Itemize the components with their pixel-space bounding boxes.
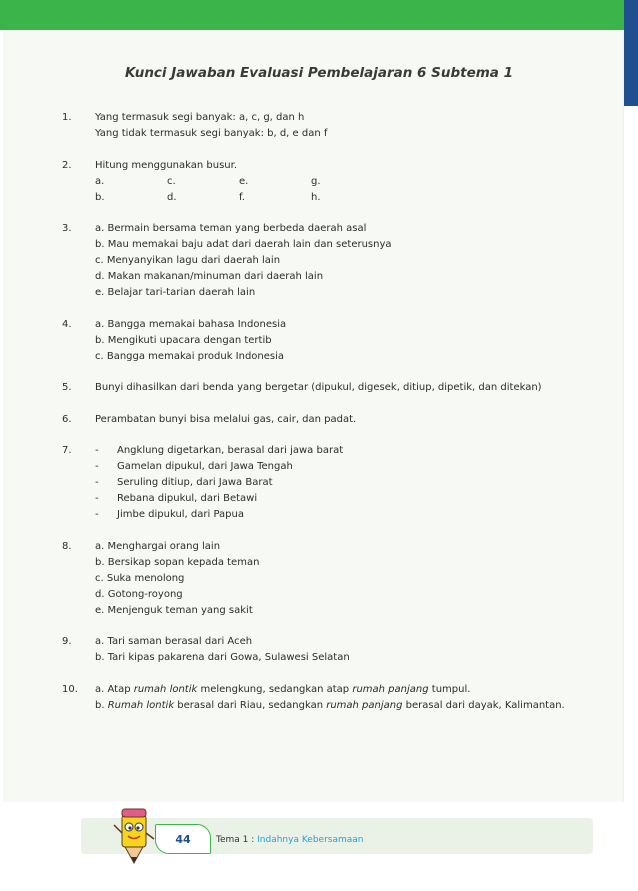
item-number: 1. xyxy=(62,112,72,123)
answer-line: Yang termasuk segi banyak: a, c, g, dan h xyxy=(95,112,305,123)
answer-line: a. Bangga memakai bahasa Indonesia xyxy=(95,318,287,330)
dash-bullet: - xyxy=(95,509,99,520)
text-run: tumpul. xyxy=(428,683,471,695)
answer-text: Gamelan dipukul, dari Jawa Tengah xyxy=(117,461,293,472)
answer-line: c. Menyanyikan lagu dari daerah lain xyxy=(95,255,281,266)
answer-item-4 xyxy=(62,317,602,365)
option-label: b. xyxy=(95,191,105,203)
answer-line: Yang tidak termasuk segi banyak: b, d, e dan f xyxy=(95,128,328,139)
answer-item-10 xyxy=(62,682,602,714)
answer-line: a. Menghargai orang lain xyxy=(95,540,221,552)
answer-text: Angklung digetarkan, berasal dari jawa barat xyxy=(117,445,344,456)
italic-term: Rumah lontik xyxy=(107,699,175,711)
text-run: berasal dari Riau, sedangkan xyxy=(174,699,327,711)
answer-text: Jimbe dipukul, dari Papua xyxy=(117,509,244,520)
dash-bullet: - xyxy=(95,461,99,472)
answer-item-1 xyxy=(62,110,602,142)
answer-item-8 xyxy=(62,539,602,619)
italic-term: rumah lontik xyxy=(133,683,198,695)
answer-line: e. Menjenguk teman yang sakit xyxy=(95,604,253,616)
text-run: melengkung, sedangkan atap xyxy=(197,683,353,695)
answer-line: Perambatan bunyi bisa melalui gas, cair, dan padat. xyxy=(95,413,357,425)
answer-line: e. Belajar tari-tarian daerah lain xyxy=(95,287,256,298)
answer-line: c. Suka menolong xyxy=(95,572,185,584)
option-row xyxy=(95,174,602,190)
answer-text: Rebana dipukul, dari Betawi xyxy=(117,493,258,504)
item-number: 9. xyxy=(62,636,72,647)
option-row xyxy=(95,190,602,206)
answer-line xyxy=(95,443,602,459)
footer-prefix: Tema 1 : xyxy=(216,835,258,845)
item-number: 4. xyxy=(62,318,72,330)
option-label: h. xyxy=(311,191,321,203)
option-label: c. xyxy=(167,175,176,187)
answer-line xyxy=(95,491,602,507)
answer-line xyxy=(95,459,602,475)
answer-item-3 xyxy=(62,221,602,301)
item-number: 5. xyxy=(62,382,72,393)
answer-item-2 xyxy=(62,158,602,206)
top-green-bar xyxy=(0,0,638,30)
footer-theme xyxy=(216,835,363,845)
dash-bullet: - xyxy=(95,477,99,488)
page-title: Kunci Jawaban Evaluasi Pembelajaran 6 Subtema 1 xyxy=(124,65,513,81)
answer-item-6 xyxy=(62,412,602,428)
option-label: d. xyxy=(167,191,177,203)
answer-line: Bunyi dihasilkan dari benda yang bergetar (dipukul, digesek, ditiup, dipetik, dan ditekan) xyxy=(95,382,542,393)
answer-line: a. Tari saman berasal dari Aceh xyxy=(95,636,253,647)
answer-line xyxy=(95,475,602,491)
option-label: a. xyxy=(95,175,105,187)
pencil-mascot-icon xyxy=(110,805,158,867)
item-number: 3. xyxy=(62,223,72,234)
italic-term: rumah panjang xyxy=(352,683,429,695)
answer-line: Hitung menggunakan busur. xyxy=(95,159,238,171)
option-label: g. xyxy=(311,175,321,187)
answer-line: c. Bangga memakai produk Indonesia xyxy=(95,350,285,362)
answer-line: b. Mau memakai baju adat dari daerah lain dan seterusnya xyxy=(95,239,392,250)
answer-line: a. Bermain bersama teman yang berbeda daerah asal xyxy=(95,223,367,234)
answer-item-7 xyxy=(62,443,602,523)
answer-line: b. Tari kipas pakarena dari Gowa, Sulawesi Selatan xyxy=(95,652,350,663)
dash-bullet: - xyxy=(95,493,99,504)
text-run: berasal dari dayak, Kalimantan. xyxy=(402,699,565,711)
item-number: 2. xyxy=(62,159,72,171)
italic-term: rumah panjang xyxy=(326,699,403,711)
footer-subtitle: Indahnya Kebersamaan xyxy=(257,835,364,845)
answer-text: Seruling ditiup, dari Jawa Barat xyxy=(117,477,273,488)
answer-item-9 xyxy=(62,634,602,666)
item-number: 6. xyxy=(62,413,72,425)
item-number: 10. xyxy=(62,683,78,695)
answer-line: d. Makan makanan/minuman dari daerah lain xyxy=(95,271,324,282)
answer-list xyxy=(62,110,602,729)
chapter-side-tab xyxy=(624,0,638,106)
answer-item-5 xyxy=(62,380,602,396)
text-run: b. xyxy=(95,699,108,711)
item-number: 8. xyxy=(62,540,72,552)
option-label: e. xyxy=(239,175,249,187)
answer-line: d. Gotong-royong xyxy=(95,588,183,600)
answer-line xyxy=(95,507,602,523)
page-number-badge: 44 xyxy=(155,824,211,854)
answer-line: b. Bersikap sopan kepada teman xyxy=(95,556,260,568)
option-label: f. xyxy=(239,191,245,203)
answer-line: b. Mengikuti upacara dengan tertib xyxy=(95,334,272,346)
answer-line xyxy=(95,698,602,714)
text-run: a. Atap xyxy=(95,683,134,695)
item-number: 7. xyxy=(62,445,72,456)
answer-line xyxy=(95,682,602,698)
dash-bullet: - xyxy=(95,445,99,456)
